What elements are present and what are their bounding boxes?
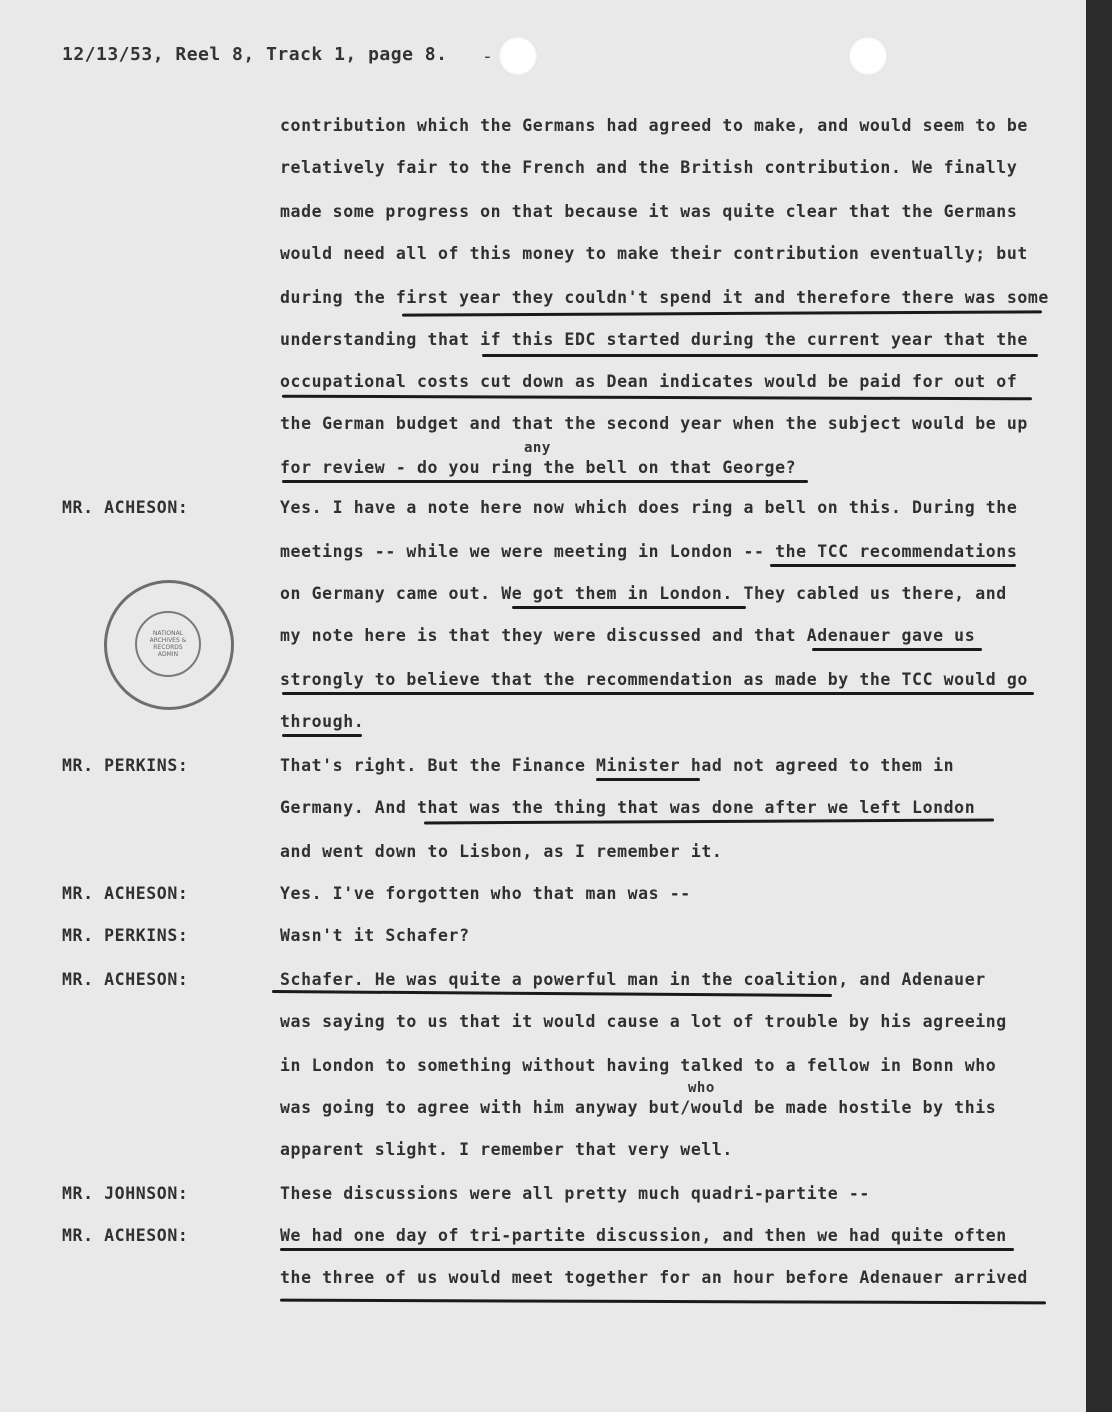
text-line: occupational costs cut down as Dean indicates would be paid for out of bbox=[280, 372, 1018, 391]
speaker-label: MR. JOHNSON: bbox=[62, 1184, 189, 1203]
text-line: made some progress on that because it was quite clear that the Germans bbox=[280, 202, 1018, 221]
text-line: Yes. I've forgotten who that man was -- bbox=[280, 884, 691, 903]
handwritten-underline bbox=[512, 606, 746, 609]
handwritten-underline bbox=[272, 990, 832, 997]
punch-hole-right bbox=[848, 36, 888, 76]
punch-hole-left bbox=[498, 36, 538, 76]
text-line: and went down to Lisbon, as I remember it. bbox=[280, 842, 723, 861]
page-header: 12/13/53, Reel 8, Track 1, page 8. bbox=[62, 44, 448, 65]
handwritten-underline bbox=[424, 819, 994, 825]
text-line: my note here is that they were discussed and that Adenauer gave us bbox=[280, 626, 976, 645]
header-mark: - bbox=[482, 46, 493, 67]
text-line: through. bbox=[280, 712, 365, 731]
handwritten-underline bbox=[282, 480, 808, 483]
text-line: was saying to us that it would cause a lot of trouble by his agreeing bbox=[280, 1012, 1007, 1031]
text-line: Schafer. He was quite a powerful man in the coalition, and Adenauer bbox=[280, 970, 986, 989]
text-line: for review - do you ring the bell on that George? bbox=[280, 458, 797, 477]
text-line: the three of us would meet together for an hour before Adenauer arrived bbox=[280, 1268, 1028, 1287]
text-line: would need all of this money to make their contribution eventually; but bbox=[280, 244, 1028, 263]
handwritten-underline bbox=[596, 778, 700, 781]
speaker-label: MR. ACHESON: bbox=[62, 970, 189, 989]
speaker-label: MR. PERKINS: bbox=[62, 756, 189, 775]
text-line: We had one day of tri-partite discussion, and then we had quite often bbox=[280, 1226, 1007, 1245]
text-line: strongly to believe that the recommendation as made by the TCC would go bbox=[280, 670, 1028, 689]
text-line: apparent slight. I remember that very well. bbox=[280, 1140, 733, 1159]
text-line: was going to agree with him anyway but/would be made hostile by this bbox=[280, 1098, 997, 1117]
handwritten-underline bbox=[482, 354, 1038, 357]
text-line: Germany. And that was the thing that was done after we left London bbox=[280, 798, 976, 817]
archive-stamp-text: NATIONAL ARCHIVES & RECORDS ADMIN bbox=[149, 630, 187, 658]
text-line: the German budget and that the second year when the subject would be up bbox=[280, 414, 1028, 433]
text-line: relatively fair to the French and the British contribution. We finally bbox=[280, 158, 1018, 177]
archive-stamp bbox=[104, 580, 234, 710]
text-line: Wasn't it Schafer? bbox=[280, 926, 470, 945]
handwritten-underline bbox=[282, 395, 1032, 401]
text-line: on Germany came out. We got them in London. They cabled us there, and bbox=[280, 584, 1007, 603]
text-line: understanding that if this EDC started during the current year that the bbox=[280, 330, 1028, 349]
text-line: during the first year they couldn't spend it and therefore there was some bbox=[280, 288, 1049, 307]
text-line: in London to something without having talked to a fellow in Bonn who bbox=[280, 1056, 997, 1075]
handwritten-underline bbox=[402, 310, 1042, 316]
text-line: Yes. I have a note here now which does ring a bell on this. During the bbox=[280, 498, 1018, 517]
handwritten-underline bbox=[812, 648, 982, 651]
speaker-label: MR. ACHESON: bbox=[62, 498, 189, 517]
text-line: contribution which the Germans had agreed to make, and would seem to be bbox=[280, 116, 1028, 135]
handwritten-underline bbox=[770, 564, 1016, 567]
handwritten-underline bbox=[282, 692, 1034, 695]
text-line: That's right. But the Finance Minister had not agreed to them in bbox=[280, 756, 955, 775]
handwritten-insert: who bbox=[688, 1080, 715, 1096]
handwritten-insert: any bbox=[524, 440, 551, 456]
speaker-label: MR. PERKINS: bbox=[62, 926, 189, 945]
text-line: These discussions were all pretty much quadri-partite -- bbox=[280, 1184, 870, 1203]
handwritten-underline bbox=[280, 1248, 1014, 1251]
speaker-label: MR. ACHESON: bbox=[62, 884, 189, 903]
handwritten-underline bbox=[282, 734, 362, 737]
handwritten-underline bbox=[280, 1299, 1046, 1305]
archive-stamp-inner bbox=[135, 611, 201, 677]
speaker-label: MR. ACHESON: bbox=[62, 1226, 189, 1245]
text-line: meetings -- while we were meeting in London -- the TCC recommendations bbox=[280, 542, 1018, 561]
